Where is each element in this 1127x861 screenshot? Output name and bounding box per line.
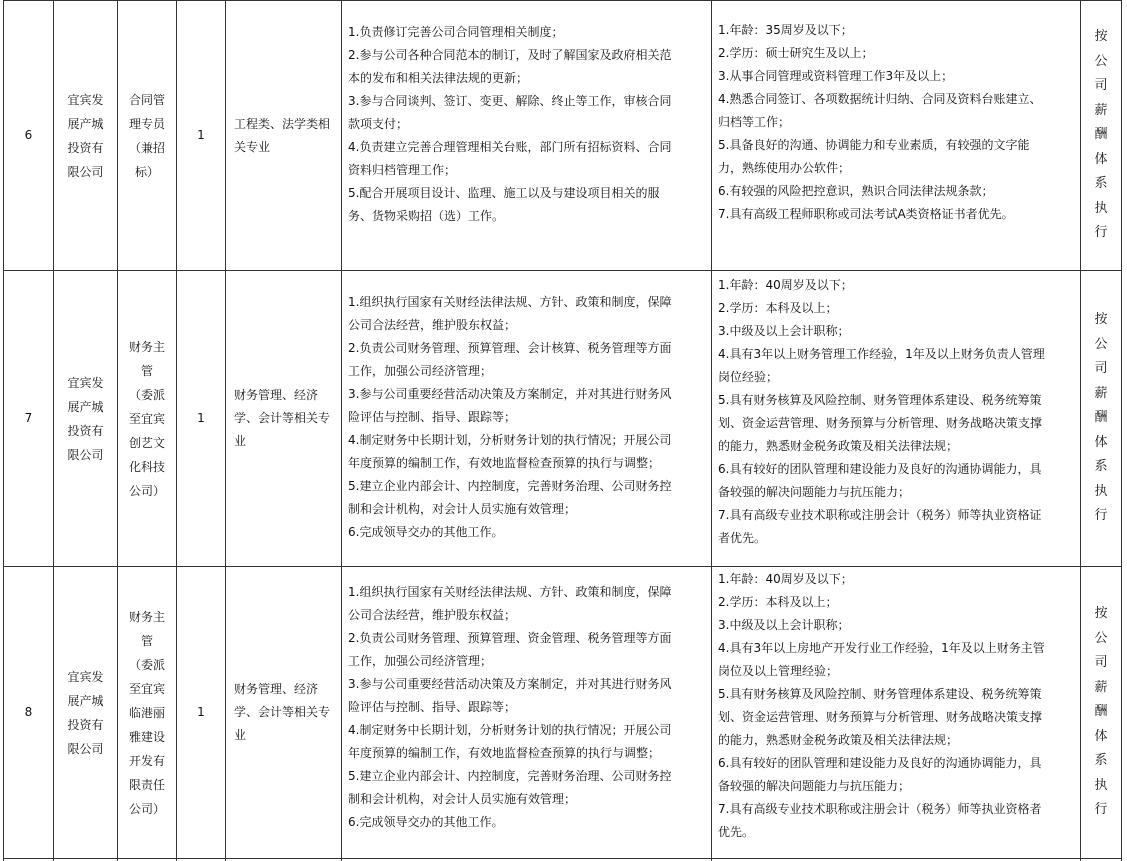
employer-cell: 宜宾发 展产城 投资有 限公司 bbox=[54, 1, 118, 271]
position-title-cell: 合同管 理专员 （兼招 标） bbox=[118, 1, 177, 271]
position-title-cell: 财务主 管 （委派 至宜宾 创艺文 化科技 公司） bbox=[118, 271, 177, 567]
employer-cell: 宜宾发 展产城 投资有 限公司 bbox=[54, 567, 118, 859]
headcount-cell: 1 bbox=[177, 567, 226, 859]
recruitment-table bbox=[3, 0, 1122, 861]
duties-cell: 1.组织执行国家有关财经法律法规、方针、政策和制度，保障 公司合法经营，维护股东权益； 2.负责公司财务管理、预算管理、资金管理、税务管理等方面 工作，加强公司经济管理； 3.参与公司重要经营活动决策及方案制定，并对其进行财务风 险评估与控制、指导、跟踪等； 4.制定财务中长期计划，分析财务计划的执行情况；开展公司 年度预算的编制工作，有效地监督检查预算的执行与调整； 5.建立企业内部会计、内控制度，完善财务治理、公司财务控 制和会计机构，对会计人员实施有效管理； 6.完成领导交办的其他工作。 bbox=[342, 567, 712, 859]
row-number: 7 bbox=[4, 271, 54, 567]
headcount-cell: 1 bbox=[177, 1, 226, 271]
major-cell: 财务管理、经济学、会计等相关专业 bbox=[226, 567, 342, 859]
salary-cell: 按 公 司 薪 酬 体 系 执 行 bbox=[1081, 271, 1122, 567]
table-row bbox=[4, 1, 1122, 271]
employer-cell: 宜宾发 展产城 投资有 限公司 bbox=[54, 271, 118, 567]
duties-cell: 1.负责修订完善公司合同管理相关制度； 2.参与公司各种合同范本的制订，及时了解国家及政府相关范 本的发布和相关法律法规的更新； 3.参与合同谈判、签订、变更、解除、终止等工作，审核合同 款项支付； 4.负责建立完善合理管理相关台账，部门所有招标资料、合同 资料归档管理工作； 5.配合开展项目设计、监理、施工以及与建设项目相关的服 务、货物采购招（选）工作。 bbox=[342, 1, 712, 271]
major-cell: 工程类、法学类相关专业 bbox=[226, 1, 342, 271]
table-row bbox=[4, 567, 1122, 859]
duties-cell: 1.组织执行国家有关财经法律法规、方针、政策和制度，保障 公司合法经营，维护股东权益； 2.负责公司财务管理、预算管理、会计核算、税务管理等方面 工作，加强公司经济管理； 3.参与公司重要经营活动决策及方案制定，并对其进行财务风 险评估与控制、指导、跟踪等； 4.制定财务中长期计划，分析财务计划的执行情况；开展公司 年度预算的编制工作，有效地监督检查预算的执行与调整； 5.建立企业内部会计、内控制度，完善财务治理、公司财务控 制和会计机构，对会计人员实施有效管理； 6.完成领导交办的其他工作。 bbox=[342, 271, 712, 567]
major-cell: 财务管理、经济学、会计等相关专业 bbox=[226, 271, 342, 567]
row-number: 8 bbox=[4, 567, 54, 859]
requirements-cell: 1.年龄：35周岁及以下； 2.学历：硕士研究生及以上； 3.从事合同管理或资料管理工作3年及以上； 4.熟悉合同签订、各项数据统计归纳、合同及资料台账建立、 归档等工作； 5.具备良好的沟通、协调能力和专业素质，有较强的文字能 力，熟练使用办公软件； 6.有较强的风险把控意识，熟识合同法律法规条款； 7.具有高级工程师职称或司法考试A类资格证书者优先。 bbox=[712, 1, 1081, 271]
salary-cell: 按 公 司 薪 酬 体 系 执 行 bbox=[1081, 567, 1122, 859]
table-row bbox=[4, 271, 1122, 567]
requirements-cell: 1.年龄：40周岁及以下； 2.学历：本科及以上； 3.中级及以上会计职称； 4.具有3年以上财务管理工作经验，1年及以上财务负责人管理 岗位经验； 5.具有财务核算及风险控制、财务管理体系建设、税务统筹策 划、资金运营管理、财务预算与分析管理、财务战略决策支撑 的能力，熟悉财金税务政策及相关法律法规； 6.具有较好的团队管理和建设能力及良好的沟通协调能力，具 备较强的解决问题能力与抗压能力； 7.具有高级专业技术职称或注册会计（税务）师等执业资格证 者优先。 bbox=[712, 271, 1081, 567]
salary-cell: 按 公 司 薪 酬 体 系 执 行 bbox=[1081, 1, 1122, 271]
requirements-cell: 1.年龄：40周岁及以下； 2.学历：本科及以上； 3.中级及以上会计职称； 4.具有3年以上房地产开发行业工作经验，1年及以上财务主管 岗位及以上管理经验； 5.具有财务核算及风险控制、财务管理体系建设、税务统筹策 划、资金运营管理、财务预算与分析管理、财务战略决策支撑 的能力，熟悉财金税务政策及相关法律法规； 6.具有较好的团队管理和建设能力及良好的沟通协调能力，具 备较强的解决问题能力与抗压能力； 7.具有高级专业技术职称或注册会计（税务）师等执业资格者 优先。 bbox=[712, 567, 1081, 859]
row-number: 6 bbox=[4, 1, 54, 271]
headcount-cell: 1 bbox=[177, 271, 226, 567]
position-title-cell: 财务主 管 （委派 至宜宾 临港丽 雅建设 开发有 限责任 公司） bbox=[118, 567, 177, 859]
